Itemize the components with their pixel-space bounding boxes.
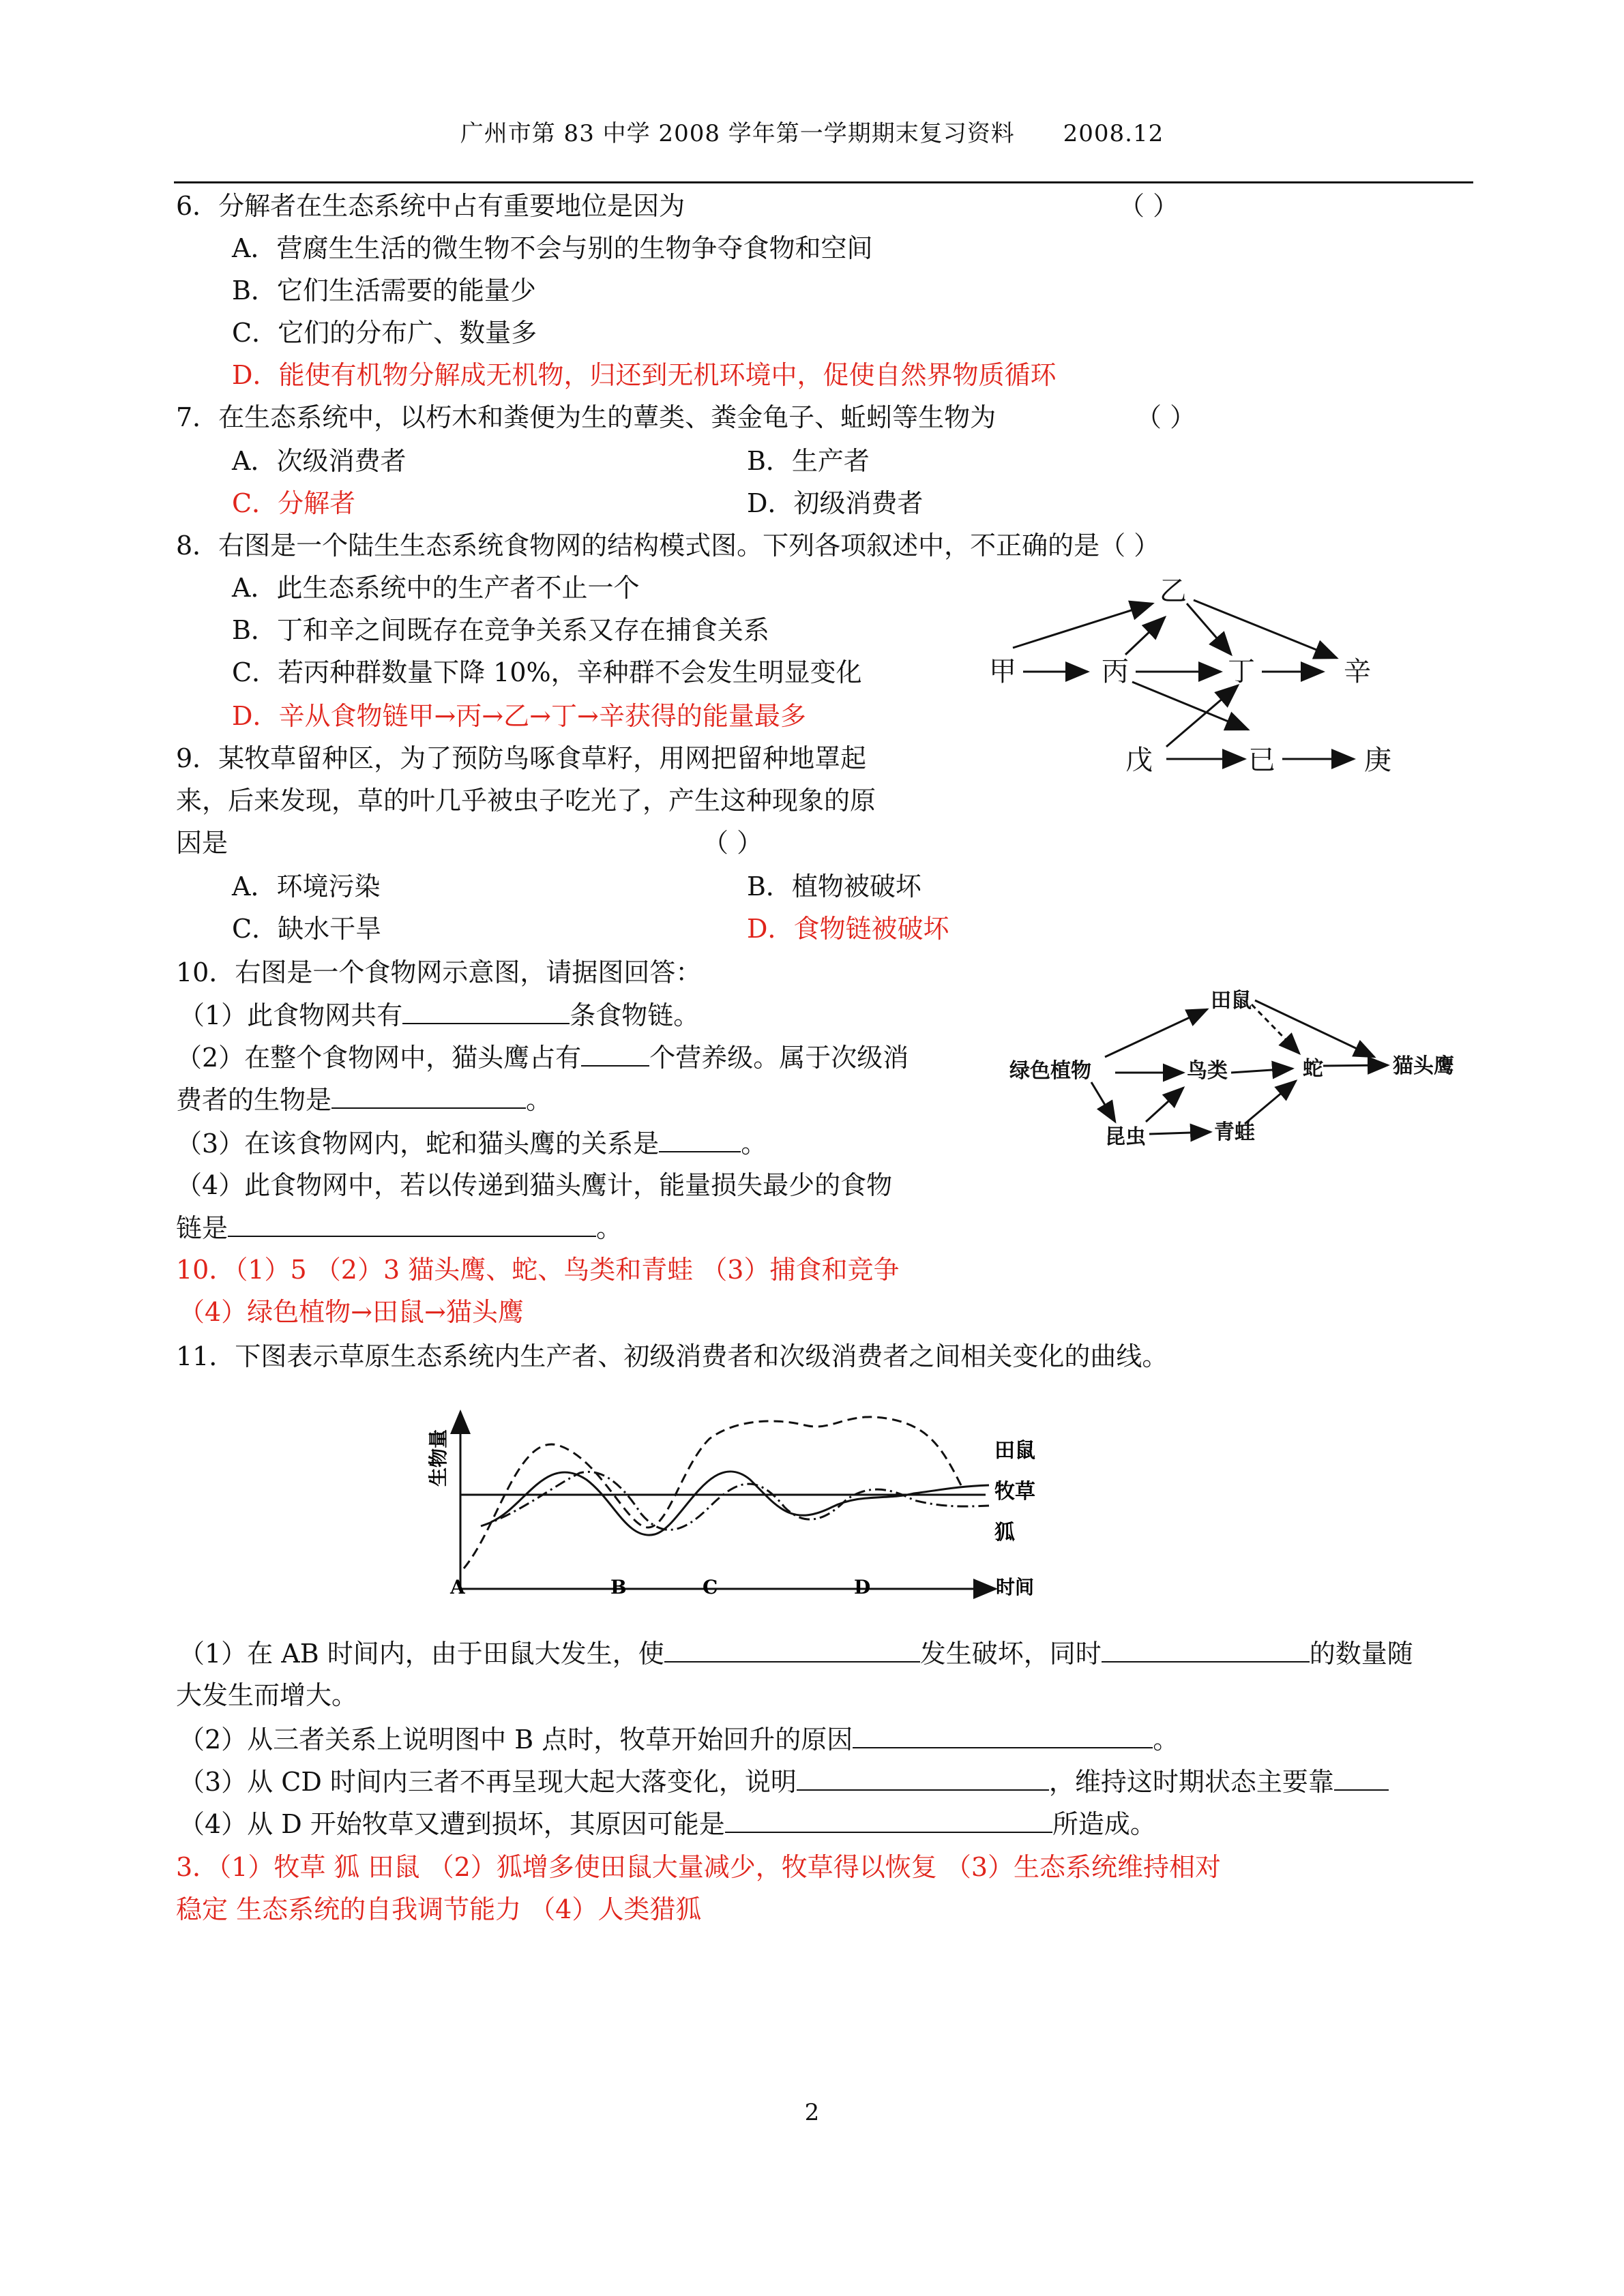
- q10-answer-2: （4）绿色植物→田鼠→猫头鹰: [179, 1297, 524, 1327]
- q10-answer-1: 10．（1）5 （2）3 猫头鹰、蛇、鸟类和青蛙 （3）捕食和竞争: [176, 1255, 900, 1285]
- node-jia: 甲: [989, 656, 1016, 687]
- q10-sub2-text-d: 。: [526, 1085, 552, 1115]
- q9-line2: 来，后来发现，草的叶几乎被虫子吃光了，产生这种现象的原: [176, 786, 876, 816]
- q7-paren: （ ）: [1136, 402, 1196, 432]
- q9-option-a: A．环境污染: [232, 871, 381, 901]
- series-fox-line: [481, 1472, 989, 1530]
- q9-line3: 因是: [176, 828, 228, 858]
- q11-sub3: [179, 1765, 1389, 1798]
- header-rule: [174, 181, 1473, 183]
- arrow-bing-yi: [1125, 617, 1165, 655]
- q10-blank-4[interactable]: [659, 1127, 741, 1152]
- q10-sub4-text-c: 。: [596, 1213, 623, 1243]
- arrow-insect-bird: [1146, 1088, 1183, 1122]
- q10-food-web-diagram: [1003, 985, 1473, 1163]
- q6-stem: 6．分解者在生态系统中占有重要地位是因为: [176, 191, 685, 221]
- x-tick-C: C: [703, 1576, 718, 1598]
- node-wu: 戊: [1125, 745, 1153, 776]
- header-date: 2008.12: [1063, 120, 1164, 147]
- arrow-plant-mouse: [1105, 1009, 1207, 1057]
- node-snake: 蛇: [1303, 1057, 1323, 1081]
- node-insect: 昆虫: [1105, 1125, 1146, 1149]
- q11-blank-3[interactable]: [853, 1723, 1153, 1748]
- q9-paren: （ ）: [703, 828, 763, 858]
- q10-sub3-text-a: （3）在该食物网内，蛇和猫头鹰的关系是: [176, 1129, 660, 1159]
- q6-option-c: C．它们的分布广、数量多: [232, 318, 537, 348]
- q10-blank-2[interactable]: [581, 1041, 649, 1067]
- arrow-bird-snake: [1231, 1069, 1293, 1073]
- x-axis-label: 时间: [996, 1576, 1035, 1598]
- q10-blank-5[interactable]: [228, 1211, 596, 1237]
- q10-sub1-text-b: 条食物链。: [570, 1000, 700, 1030]
- node-xin: 辛: [1344, 656, 1371, 687]
- header-title: 广州市第 83 中学 2008 学年第一学期期末复习资料: [460, 120, 1015, 147]
- q10-sub4-cont: [176, 1211, 622, 1244]
- q10-sub4-text-b: 链是: [176, 1213, 228, 1243]
- page-header: [0, 115, 1624, 148]
- arrow-yi-xin: [1194, 600, 1337, 658]
- q11-sub2-text-a: （2）从三者关系上说明图中 B 点时，牧草开始回升的原因: [179, 1725, 853, 1755]
- q11-sub4-text-a: （4）从 D 开始牧草又遭到损坏，其原因可能是: [179, 1809, 725, 1839]
- x-tick-B: B: [610, 1576, 627, 1598]
- arrow-snake-owl: [1323, 1065, 1388, 1066]
- q11-sub2-text-b: 。: [1153, 1725, 1179, 1755]
- node-yi: 乙: [1160, 576, 1187, 607]
- q6-paren: （ ）: [1119, 191, 1179, 221]
- q11-sub3-text-b: ，维持这时期状态主要靠: [1048, 1767, 1334, 1797]
- q11-answer-1: 3．（1）牧草 狐 田鼠 （2）狐增多使田鼠大量减少，牧草得以恢复 （3）生态系统维持相对: [176, 1852, 1222, 1882]
- node-ji: 已: [1248, 745, 1275, 776]
- arrow-mouse-snake: [1252, 1004, 1299, 1054]
- q6-option-d: D．能使有机物分解成无机物，归还到无机环境中，促使自然界物质循环: [232, 360, 1057, 390]
- q11-blank-1[interactable]: [664, 1637, 920, 1663]
- q10-sub2-cont: [176, 1083, 552, 1116]
- q11-blank-2[interactable]: [1102, 1637, 1310, 1663]
- x-tick-A: A: [450, 1576, 465, 1598]
- q9-option-d: D．食物链被破坏: [747, 914, 949, 944]
- q11-population-chart: [423, 1405, 1050, 1609]
- q10-sub2-text-b: 个营养级。属于次级消: [649, 1043, 909, 1073]
- q7-stem: 7．在生态系统中，以朽木和粪便为生的蕈类、粪金龟子、蚯蚓等生物为: [176, 402, 996, 432]
- q8-option-a: A．此生态系统中的生产者不止一个: [232, 573, 640, 603]
- q7-option-a: A．次级消费者: [232, 446, 407, 476]
- node-frog: 青蛙: [1214, 1120, 1255, 1144]
- node-geng: 庚: [1364, 745, 1391, 776]
- q11-blank-4[interactable]: [797, 1765, 1049, 1791]
- node-ding: 丁: [1228, 656, 1255, 687]
- q11-stem: 11．下图表示草原生态系统内生产者、初级消费者和次级消费者之间相关变化的曲线。: [176, 1341, 1168, 1371]
- series-mouse-line: [464, 1417, 962, 1568]
- q10-sub3-text-b: 。: [741, 1129, 767, 1159]
- q11-sub2: [179, 1723, 1179, 1756]
- legend-mouse: 田鼠: [994, 1439, 1035, 1463]
- q10-stem: 10．右图是一个食物网示意图，请据图回答：: [176, 957, 702, 987]
- q11-blank-5[interactable]: [1334, 1765, 1389, 1791]
- q10-blank-3[interactable]: [331, 1083, 526, 1109]
- q10-sub1-text-a: （1）此食物网共有: [179, 1000, 403, 1030]
- q8-option-d: D．辛从食物链甲→丙→乙→丁→辛获得的能量最多: [232, 701, 806, 731]
- arrow-mouse-owl: [1255, 1000, 1374, 1057]
- q10-sub2-text-a: （2）在整个食物网中，猫头鹰占有: [176, 1043, 582, 1073]
- q11-sub4-text-b: 所造成。: [1052, 1809, 1156, 1839]
- arrow-bing-ji: [1132, 682, 1248, 730]
- q11-answer-2: 稳定 生态系统的自我调节能力 （4）人类猎狐: [176, 1894, 702, 1924]
- page-number: 2: [804, 2099, 820, 2126]
- q9-line1: 9．某牧草留种区，为了预防鸟啄食草籽，用网把留种地罩起: [176, 743, 867, 773]
- q11-sub3-text-a: （3）从 CD 时间内三者不再呈现大起大落变化，说明: [179, 1767, 797, 1797]
- q11-sub1: [179, 1637, 1413, 1670]
- x-tick-D: D: [854, 1576, 871, 1598]
- q7-option-c: C．分解者: [232, 488, 356, 518]
- q9-option-c: C．缺水干旱: [232, 914, 382, 944]
- q11-sub1-text-c: 的数量随: [1309, 1639, 1413, 1669]
- series-grass-line: [491, 1472, 989, 1535]
- q10-blank-1[interactable]: [402, 998, 570, 1024]
- q10-sub1: [179, 998, 699, 1032]
- q11-blank-6[interactable]: [725, 1807, 1052, 1833]
- q10-sub2: [176, 1041, 909, 1074]
- arrow-frog-snake: [1245, 1081, 1296, 1124]
- q11-sub1-text-a: （1）在 AB 时间内，由于田鼠大发生，使: [179, 1639, 664, 1669]
- q11-sub1-cont: 大发生而增大。: [176, 1680, 358, 1710]
- arrow-plant-insect: [1091, 1082, 1115, 1122]
- legend-grass: 牧草: [994, 1480, 1035, 1504]
- q9-option-b: B．植物被破坏: [747, 871, 921, 901]
- q7-option-b: B．生产者: [747, 446, 870, 476]
- q8-food-web-diagram: [975, 576, 1453, 781]
- q7-option-d: D．初级消费者: [747, 488, 924, 518]
- q11-sub1-text-b: 发生破坏，同时: [919, 1639, 1102, 1669]
- legend-fox: 狐: [994, 1521, 1015, 1545]
- arrow-wu-ding: [1166, 685, 1238, 747]
- node-bing: 丙: [1102, 656, 1129, 687]
- node-owl: 猫头鹰: [1393, 1054, 1454, 1078]
- y-axis-label: 生物量: [427, 1429, 449, 1487]
- arrow-jia-yi: [1013, 603, 1153, 648]
- arrow-insect-frog: [1149, 1132, 1211, 1134]
- q10-sub2-text-c: 费者的生物是: [176, 1085, 332, 1115]
- q10-sub4: （4）此食物网中，若以传递到猫头鹰计，能量损失最少的食物: [176, 1170, 893, 1200]
- q6-option-b: B．它们生活需要的能量少: [232, 275, 536, 305]
- q10-sub3: [176, 1127, 767, 1160]
- arrow-yi-ding: [1187, 603, 1231, 655]
- node-plant: 绿色植物: [1009, 1059, 1091, 1083]
- q8-stem: 8．右图是一个陆生生态系统食物网的结构模式图。下列各项叙述中，不正确的是（ ）: [176, 531, 1160, 561]
- node-bird: 鸟类: [1187, 1059, 1228, 1083]
- q6-option-a: A．营腐生生活的微生物不会与别的生物争夺食物和空间: [232, 233, 873, 263]
- q8-option-c: C．若丙种群数量下降 10%，辛种群不会发生明显变化: [232, 657, 862, 687]
- node-mouse: 田鼠: [1211, 989, 1252, 1013]
- q8-option-b: B．丁和辛之间既存在竞争关系又存在捕食关系: [232, 615, 769, 645]
- q11-sub4: [179, 1807, 1156, 1840]
